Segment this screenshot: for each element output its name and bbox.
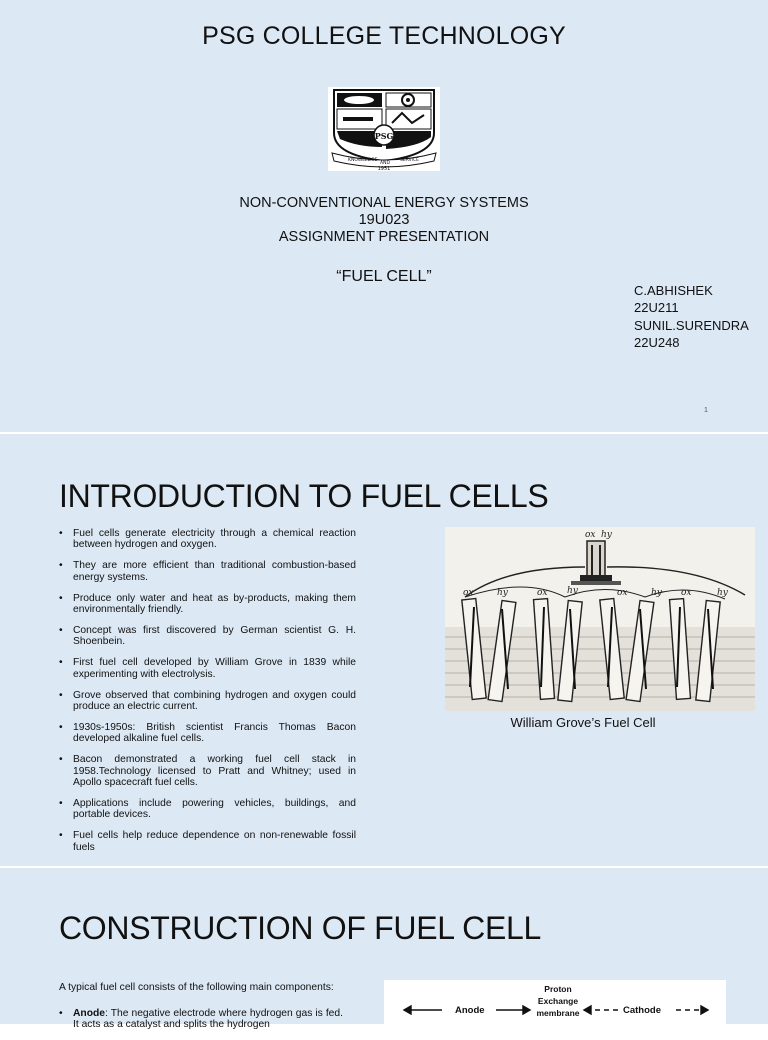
bullet-item: • Fuel cells generate electricity through a chemical reaction between hydrogen and oxygen. [59,528,356,551]
construction-slide [0,868,768,1031]
bullet-item: • First fuel cell developed by William Grove in 1839 while experimenting with electrolysis. [59,657,356,680]
bullet-list [59,528,356,863]
gas-label: hy [567,586,578,596]
introduction-slide [0,434,768,866]
author-name: C.ABHISHEK [634,283,713,298]
gas-label: hy [497,588,508,598]
authors-block [634,282,749,351]
bullet-item: • They are more efficient than traditional combustion-based energy systems. [59,560,356,583]
slide-title: CONSTRUCTION OF FUEL CELL [59,910,542,946]
bullet-item: • Concept was first discovered by German scientist G. H. Shoenbein. [59,625,356,648]
svg-text:SERVICE: SERVICE [400,158,419,163]
bullet-item: • 1930s-1950s: British scientist Francis Thomas Bacon developed alkaline fuel cells. [59,722,356,745]
presentation-type: ASSIGNMENT PRESENTATION [278,229,490,245]
membrane-label: Proton Exchange membrane [536,984,580,1018]
gas-label: ox [537,588,548,598]
svg-text:PSG: PSG [374,131,394,141]
gas-label: ox [585,530,596,540]
slide-title: INTRODUCTION TO FUEL CELLS [59,478,549,514]
college-name: PSG COLLEGE TECHNOLOGY [202,22,566,50]
svg-text:1951: 1951 [377,166,391,172]
cathode-label: Cathode [623,1005,661,1016]
bullet-term: Anode [73,1008,106,1019]
author-name: SUNIL.SURENDRA [634,317,749,333]
bullet-item: • Grove observed that combining hydrogen and oxygen could produce an electric current. [59,690,356,713]
grove-fuel-cell-illustration [445,527,755,711]
anode-label: Anode [455,1005,485,1016]
author-roll: 22U248 [634,334,680,350]
gas-label: ox [617,588,628,598]
topic-title: “FUEL CELL” [336,268,432,285]
bullet-item: • Applications include powering vehicles, buildings, and portable devices. [59,798,356,821]
bullet-item [59,1008,343,1031]
gas-label: ox [681,588,692,598]
pem-diagram [384,980,726,1040]
gas-label: hy [717,588,728,598]
course-title: NON-CONVENTIONAL ENERGY SYSTEMS [239,195,529,211]
gas-label: ox [463,588,474,598]
page-number: 1 [704,407,708,414]
course-block [0,195,768,246]
course-code: 19U023 [358,212,410,228]
college-logo [328,87,440,171]
intro-text: A typical fuel cell consists of the following main components: [59,982,334,993]
bullet-item: • Bacon demonstrated a working fuel cell stack in 1958.Technology licensed to Pratt and Whitney; used in Apollo spacecraft fuel cells. [59,754,356,788]
svg-text:KNOWLEDGE: KNOWLEDGE [348,158,378,163]
gas-label: hy [601,530,612,540]
author-roll: 22U211 [634,300,679,316]
bullet-text: : The negative electrode where hydrogen gas is fed. It acts as a catalyst and splits the hydrogen [73,1008,343,1031]
gas-label: hy [651,588,662,598]
title-slide [0,0,768,432]
bullet-item: • Produce only water and heat as by-products, making them environmentally friendly. [59,593,356,616]
bullet-item: • Fuel cells help reduce dependence on non-renewable fossil fuels [59,830,356,853]
image-caption: William Grove’s Fuel Cell [510,715,656,730]
svg-text:AND: AND [380,161,390,166]
